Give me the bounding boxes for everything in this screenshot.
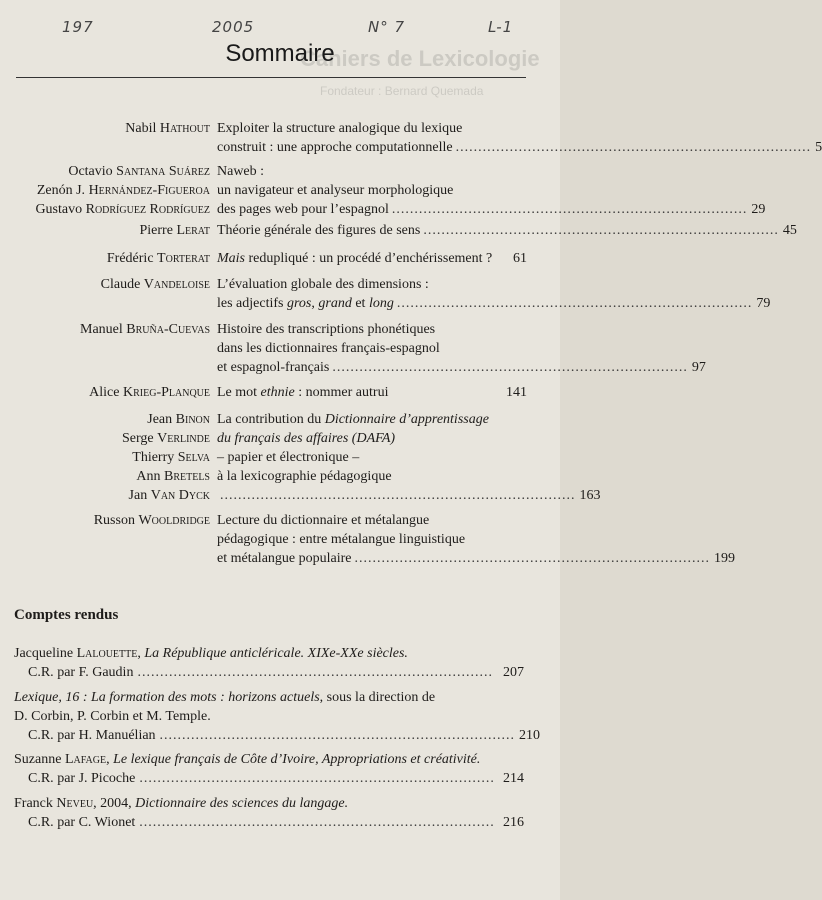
page-title: Sommaire (225, 40, 335, 67)
review-title: Jacqueline Lalouette, La République anticléricale. XIXe-XXe siècles. (14, 646, 408, 661)
toc-title-line: dans les dictionnaires français-espagnol (217, 341, 440, 356)
toc-last-line (217, 486, 601, 505)
toc-entry (217, 320, 706, 377)
bleed-through-subheading: Fondateur : Bernard Quemada (320, 84, 484, 98)
author-name: Manuel Bruña-Cuevas (80, 322, 210, 337)
author-surname: Rodríguez Rodríguez (85, 202, 210, 217)
review-title: Suzanne Lafage, Le lexique français de Côte d’Ivoire, Appropriations et créativité. (14, 752, 481, 767)
review-cr-label: C.R. (28, 771, 54, 786)
toc-entry (217, 221, 797, 240)
author-surname: Hernández-Figueroa (88, 183, 210, 198)
toc-title-line: du français des affaires (DAFA) (217, 431, 396, 446)
toc-title-line: – papier et électronique – (217, 450, 360, 465)
author-surname: Selva (177, 450, 210, 465)
toc-entry (217, 383, 527, 402)
author-surname: Van Dyck (150, 488, 210, 503)
toc-authors (101, 275, 210, 294)
author-surname: Verlinde (157, 431, 210, 446)
author-surname: Lalouette (76, 646, 138, 661)
page-number: 216 (503, 815, 524, 830)
toc-title-line: La contribution du Dictionnaire d’apprentissage (217, 412, 489, 427)
author-name: Octavio Santana Suárez (68, 164, 210, 179)
page-number: 163 (579, 488, 601, 503)
toc-title-line: Naweb : (217, 164, 265, 179)
toc-line-text: et métalangue populaire (217, 551, 352, 566)
review-credit (28, 813, 524, 832)
author-name: Thierry Selva (132, 450, 210, 465)
bleed-through-heading: Cahiers de Lexicologie (300, 46, 540, 71)
author-surname: Krieg-Planque (123, 385, 210, 400)
toc-line-text: construit : une approche computationnelle (217, 140, 453, 155)
review-credit (28, 769, 524, 788)
author-name: Claude Vandeloise (100, 277, 210, 292)
leader-dots: ............................................................................... (391, 202, 748, 217)
toc-last-line (217, 358, 706, 377)
toc-entry (217, 275, 771, 313)
author-surname: Santana Suárez (116, 164, 210, 179)
review-by: C.R. par J. Picoche (28, 771, 136, 786)
page-number: 214 (503, 771, 524, 786)
review-credit (28, 663, 524, 682)
author-name: Jan Van Dyck (128, 488, 210, 503)
handwritten-note: L-1 (488, 18, 514, 36)
toc-authors (140, 221, 211, 240)
toc-title-line: Exploiter la structure analogique du lexique (217, 121, 463, 136)
review-cr-label: C.R. (28, 815, 54, 830)
leader-dots: ............................................................................... (354, 551, 710, 566)
review-title: Franck Neveu, 2004, Dictionnaire des sciences du langage. (14, 796, 349, 811)
leader-dots: ............................................................................... (396, 296, 753, 311)
toc-title-line: pédagogique : entre métalangue linguistique (217, 532, 466, 547)
toc-last-line (217, 549, 735, 568)
toc-title-line: un navigateur et analyseur morphologique (217, 183, 454, 198)
review-by: C.R. par C. Wionet (28, 815, 136, 830)
toc-entry (217, 249, 527, 268)
toc-authors (89, 383, 210, 402)
review-by: C.R. par F. Gaudin (28, 665, 134, 680)
toc-title-line (217, 383, 527, 402)
toc-entry (217, 410, 601, 505)
page-number: 29 (751, 202, 766, 217)
author-surname: Hathout (159, 121, 210, 136)
page-number: 5 (815, 140, 822, 155)
title-rule (16, 77, 526, 78)
toc-entry (217, 511, 735, 568)
toc-authors (94, 511, 210, 530)
toc-line-text: des pages web pour l’espagnol (217, 202, 389, 217)
leader-dots: ............................................................................... (220, 488, 576, 503)
author-name: Alice Krieg-Planque (89, 385, 210, 400)
leader-dots: ............................................................................... (332, 360, 688, 375)
author-name: Pierre Lerat (139, 223, 210, 238)
author-surname: Bruña-Cuevas (126, 322, 210, 337)
toc-authors (35, 162, 210, 219)
page-number: 199 (714, 551, 735, 566)
author-name: Nabil Hathout (125, 121, 210, 136)
leader-dots: ............................................................................... (139, 815, 495, 830)
author-surname: Binon (175, 412, 210, 427)
review-title: D. Corbin, P. Corbin et M. Temple. (14, 709, 211, 724)
toc-last-line (217, 221, 797, 240)
author-name: Russon Wooldridge (93, 513, 210, 528)
toc-line-text: les adjectifs gros, grand et long (217, 296, 394, 311)
review-cr-label: C.R. (28, 665, 54, 680)
author-name: Jean Binon (147, 412, 210, 427)
toc-title-line: Lecture du dictionnaire et métalangue (217, 513, 430, 528)
leader-dots: ............................................................................... (159, 728, 516, 743)
toc-line-text: Théorie générale des figures de sens (217, 223, 421, 238)
toc-authors (107, 249, 210, 268)
leader-dots: ............................................................................... (137, 665, 493, 680)
toc-title-line: Histoire des transcriptions phonétiques (217, 322, 436, 337)
page-number: 141 (506, 385, 527, 400)
author-name: Ann Bretels (136, 469, 210, 484)
author-surname: Torterat (157, 251, 210, 266)
author-surname: Vandeloise (143, 277, 210, 292)
author-surname: Lafage (64, 752, 107, 767)
toc-title-line: L’évaluation globale des dimensions : (217, 277, 429, 292)
handwritten-note: N° 7 (368, 18, 406, 36)
review-by: C.R. par H. Manuélian (28, 728, 156, 743)
toc-line-text: et espagnol-français (217, 360, 330, 375)
toc-authors (80, 320, 210, 339)
page-number: 97 (691, 360, 706, 375)
toc-line-text: Mais redupliqué : un procédé d’enchérissement ? (217, 251, 493, 266)
author-surname: Bretels (163, 469, 210, 484)
leader-dots: ............................................................................... (139, 771, 495, 786)
handwritten-note: 197 (62, 18, 94, 36)
review-title: Lexique, 16 : La formation des mots : horizons actuels, sous la direction de (14, 690, 436, 705)
toc-last-line (217, 200, 766, 219)
leader-dots: ............................................................................... (455, 140, 812, 155)
author-surname: Wooldridge (138, 513, 210, 528)
toc-last-line (217, 294, 771, 313)
toc-last-line (217, 138, 822, 157)
page-number: 207 (503, 665, 524, 680)
toc-entry (217, 162, 766, 219)
toc-title-line (217, 249, 527, 268)
page-number: 61 (513, 251, 527, 266)
reviews-heading: Comptes rendus (14, 607, 119, 623)
author-name: Zenón J. Hernández-Figueroa (36, 183, 210, 198)
toc-authors (122, 410, 210, 505)
page-number: 79 (756, 296, 771, 311)
author-surname: Neveu (56, 796, 94, 811)
author-surname: Lerat (176, 223, 210, 238)
toc-line-text: Le mot ethnie : nommer autrui (217, 385, 389, 400)
author-name: Serge Verlinde (121, 431, 210, 446)
toc-entry (217, 119, 822, 157)
toc-title-line: à la lexicographie pédagogique (217, 469, 392, 484)
author-name: Gustavo Rodríguez Rodríguez (35, 202, 210, 217)
handwritten-note: 2005 (212, 18, 255, 36)
author-name: Frédéric Torterat (106, 251, 210, 266)
review-cr-label: C.R. (28, 728, 54, 743)
page-number: 45 (782, 223, 797, 238)
toc-authors (125, 119, 210, 138)
page-number: 210 (519, 728, 541, 743)
leader-dots: ............................................................................... (423, 223, 779, 238)
review-credit (28, 726, 541, 745)
